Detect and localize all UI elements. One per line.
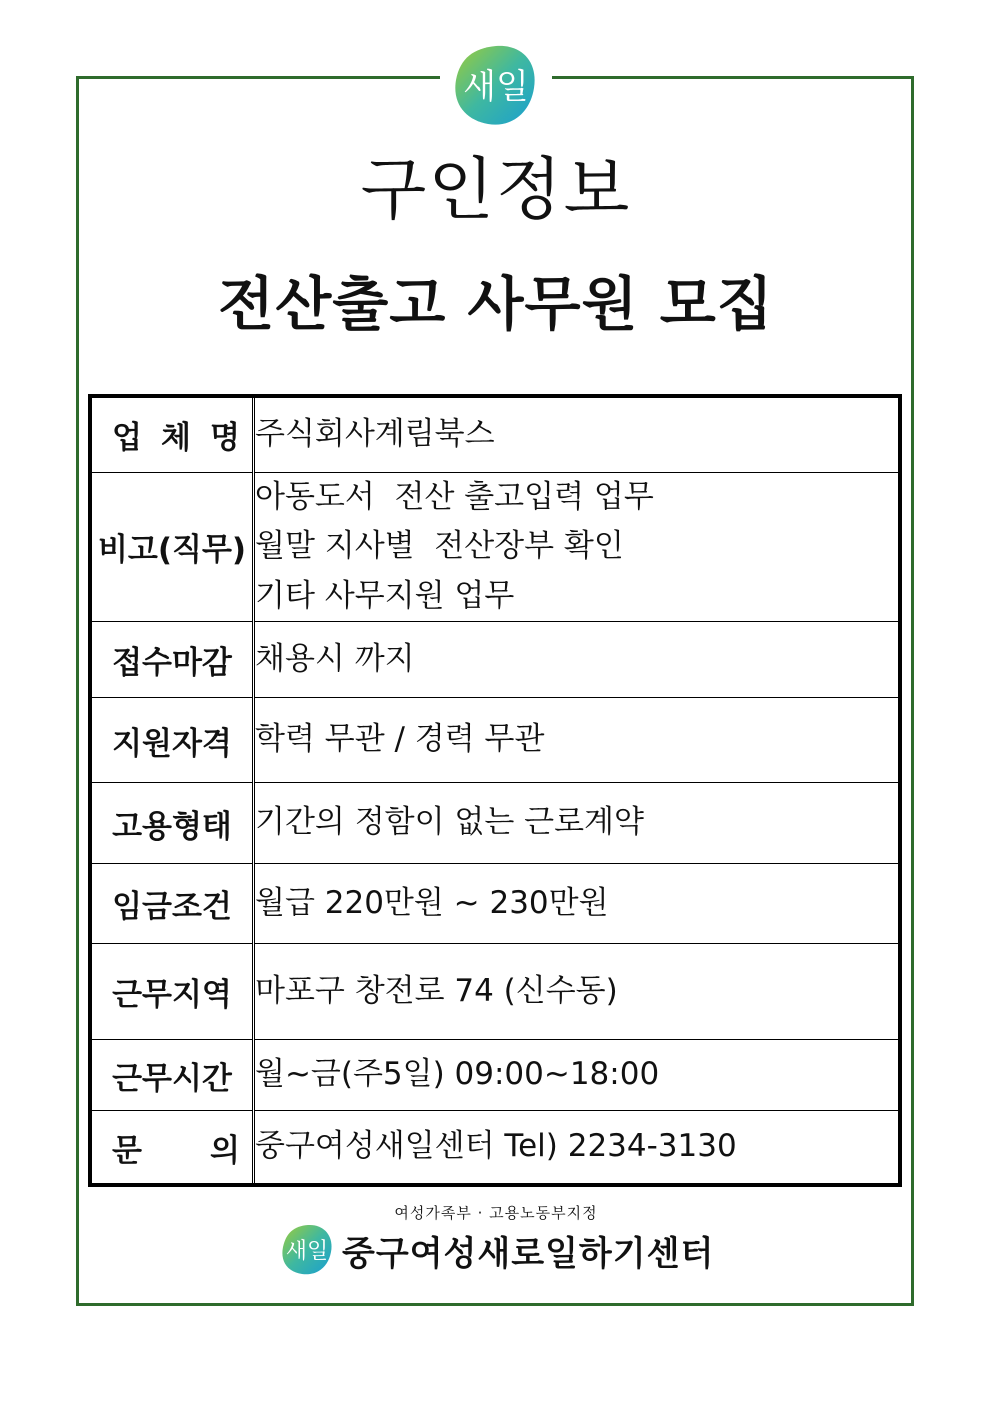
row-label: 업 체 명	[112, 420, 240, 457]
table-row-qualification	[90, 698, 900, 783]
footer-brand	[278, 1222, 718, 1278]
row-value: 주식회사계림북스	[255, 415, 495, 452]
row-value: 기간의 정함이 없는 근로계약	[255, 804, 644, 841]
row-label: 근무시간	[90, 1040, 254, 1111]
row-label: 근무지역	[90, 944, 254, 1040]
row-value: 아동도서 전산 출고입력 업무	[255, 478, 654, 515]
row-value: 학력 무관 / 경력 무관	[255, 721, 545, 758]
logo-text: 새일	[463, 67, 529, 107]
row-value: 월말 지사별 전산장부 확인	[255, 528, 624, 565]
page-title: 구인정보	[360, 151, 632, 230]
row-label: 비고(직무)	[90, 472, 254, 622]
row-label: 고용형태	[90, 783, 254, 864]
table-row-location	[90, 944, 900, 1040]
row-label: 임금조건	[90, 864, 254, 944]
table-row-company	[90, 396, 900, 472]
row-value: 월~금(주5일) 09:00~18:00	[255, 1056, 660, 1093]
table-row-hours	[90, 1040, 900, 1111]
svg-text:새일: 새일	[285, 1239, 329, 1264]
table-row-deadline	[90, 622, 900, 698]
row-label: 문 의	[112, 1132, 240, 1169]
table-row-duties	[90, 472, 900, 622]
row-label: 지원자격	[90, 698, 254, 783]
row-value: 중구여성새일센터 Tel) 2234-3130	[255, 1128, 737, 1165]
footer-designation: 여성가족부 · 고용노동부지정	[394, 1204, 598, 1222]
saeil-logo-top	[440, 42, 552, 130]
row-value: 기타 사무지원 업무	[255, 577, 515, 614]
table-row-contact	[90, 1111, 900, 1185]
row-value: 마포구 창전로 74 (신수동)	[255, 972, 618, 1009]
row-value: 채용시 까지	[255, 640, 415, 677]
row-label: 접수마감	[90, 622, 254, 698]
job-info-table	[88, 394, 902, 1187]
table-row-wage	[90, 864, 900, 944]
page-subtitle: 전산출고 사무원 모집	[218, 270, 774, 338]
table-row-employment-type	[90, 783, 900, 864]
saeil-logo-footer	[278, 1222, 336, 1278]
row-value: 월급 220만원 ~ 230만원	[255, 884, 609, 921]
footer-center-name: 중구여성새로일하기센터	[342, 1233, 715, 1274]
